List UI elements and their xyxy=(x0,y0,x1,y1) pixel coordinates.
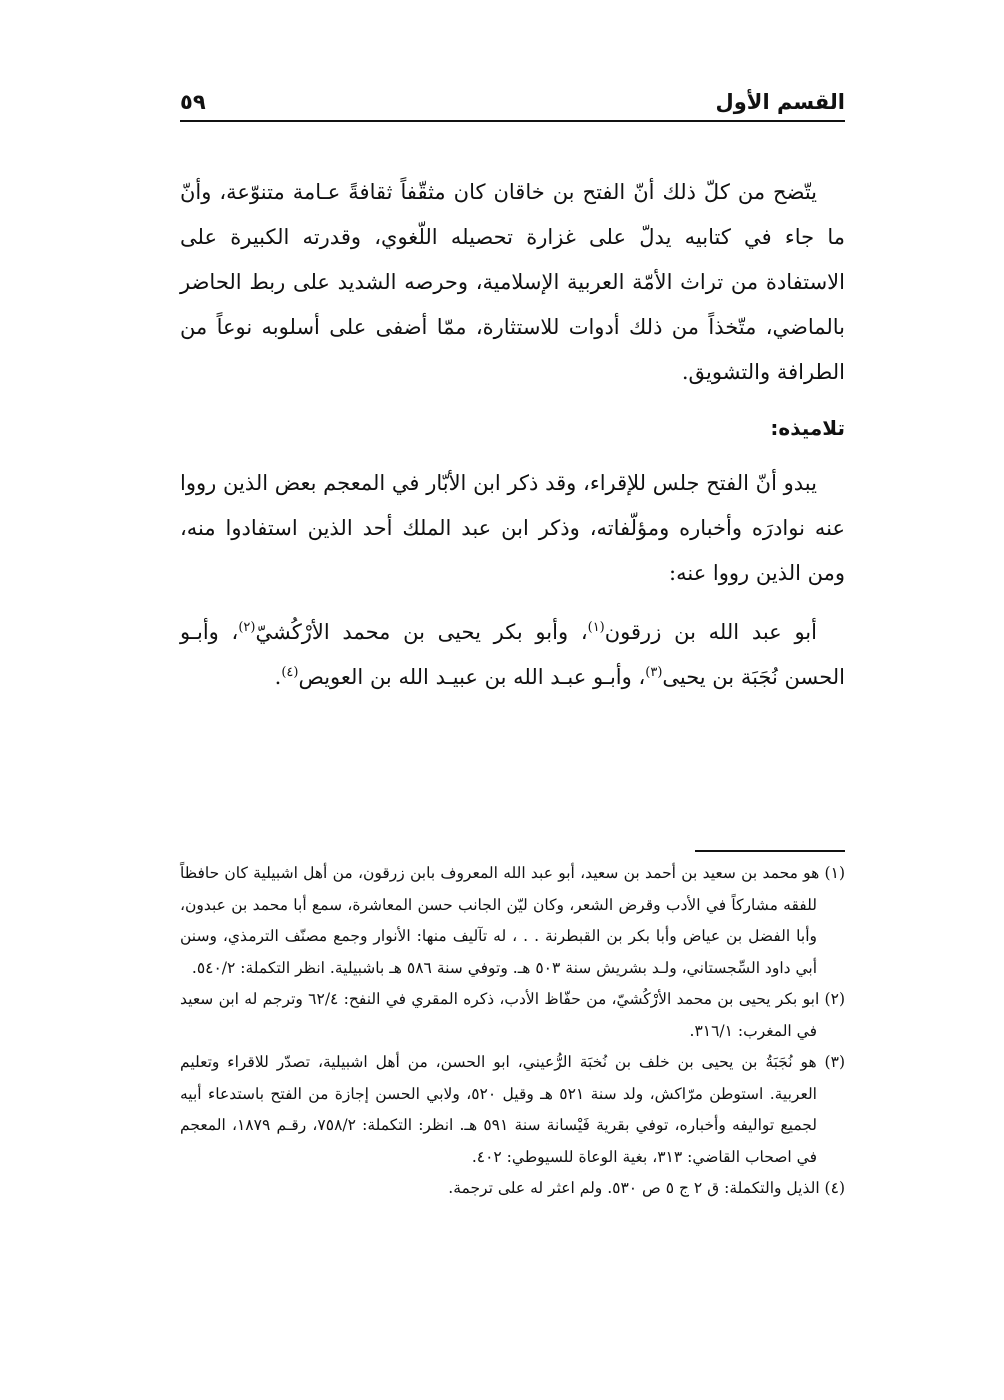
page-number: ٥٩ xyxy=(180,90,206,114)
name-arkushi: ، وأبو بكر يحيى بن محمد الأرْكُشيّ xyxy=(255,620,588,644)
footnote-ref-3[interactable]: (٣) xyxy=(645,665,663,680)
name-ibn-zarqun: أبو عبد الله بن زرقون xyxy=(604,620,817,644)
footnote-ref-1[interactable]: (١) xyxy=(587,620,605,635)
name-nujaba: ، وأبـو الحسن نُجَبَة بن يحيى xyxy=(180,620,845,689)
footnote-3: (٣) هو نُجَبَةُ بن يحيى بن خلف بن نُخبَة الرُّعيني، ابو الحسن، من أهل اشبيلية، تصدّر للاقراء وتعليم العربية. استوطن مرّاكش، ولد سنة ٥٢١ هـ وقيل ٥٢٠، ولابي الحسن إجازة من الفتح باستدعاء أبيه لجميع تواليفه وأخباره، توفي بقرية فَيْسانة سنة ٥٩١ هـ. انظر: التكملة: ٧٥٨/٢، رقـم ١٨٧٩، المعجم في اصحاب القاضي: ٣١٣، بغية الوعاة للسيوطي: ٤٠٢. xyxy=(180,1053,845,1166)
footnote-4: (٤) الذيل والتكملة: ق ٢ ج ٥ ص ٥٣٠. ولم اعثر له على ترجمة. xyxy=(448,1179,845,1197)
section-title: القسم الأول xyxy=(715,90,845,114)
name-ibn-al-uways: ، وأبـو عبـد الله بن عبيـد الله بن العويص xyxy=(298,665,646,689)
footnote-1: (١) هو محمد بن سعيد بن أحمد بن سعيد، أبو عبد الله المعروف بابن زرقون، من أهل اشبيلية كان حافظاً للفقه مشاركاً في الأدب وقرض الشعر، وكان ليّن الجانب حسن المعاشرة، سمع أبا محمد بن عبدون، وأبا الفضل بن عياض وأبا بكر بن القبطرنة . . ، له تآليف منها: الأنوار وجمع مصنّف الترمذي، وسنن أبي داود السِّجستاني، ولـد بشريش سنة ٥٠٣ هـ. وتوفي سنة ٥٨٦ هـ باشبيلية. انظر التكملة: ٥٤٠/٢. xyxy=(180,864,845,977)
paragraph-names xyxy=(180,610,845,700)
footnote-ref-2[interactable]: (٢) xyxy=(238,620,256,635)
footnote-2: (٢) ابو بكر يحيى بن محمد الأرْكُشيّ، من حفّاظ الأدب، ذكره المقري في النفح: ٦٢/٤ وترجم له ابن سعيد في المغرب: ٣١٦/١. xyxy=(180,990,845,1040)
page-header xyxy=(180,80,845,122)
footnote-ref-4[interactable]: (٤) xyxy=(281,665,299,680)
footnotes-section xyxy=(180,850,845,1205)
book-page xyxy=(180,80,845,1360)
paragraph-intro: يتّضح من كلّ ذلك أنّ الفتح بن خاقان كان مثقّفاً ثقافةً عـامة متنوّعة، وأنّ ما جاء في كتابيه يدلّ على غزارة تحصيله اللّغوي، وقدرته الكبيرة على الاستفادة من تراث الأمّة العربية الإسلامية، وحرصه الشديد على ربط الحاضر بالماضي، متّخذاً من ذلك أدوات للاستثارة، ممّا أضفى على أسلوبه نوعاً من الطرافة والتشويق. xyxy=(180,180,845,384)
heading-students: تلاميذه: xyxy=(770,416,845,440)
footnote-divider xyxy=(695,850,845,852)
main-text xyxy=(180,170,845,700)
paragraph-students: يبدو أنّ الفتح جلس للإقراء، وقد ذكر ابن الأبّار في المعجم بعض الذين رووا عنه نوادرَه وأخباره ومؤلّفاته، وذكر ابن عبد الملك أحد الذين استفادوا منه، ومن الذين رووا عنه: xyxy=(180,471,845,585)
names-end-period: . xyxy=(274,665,282,689)
